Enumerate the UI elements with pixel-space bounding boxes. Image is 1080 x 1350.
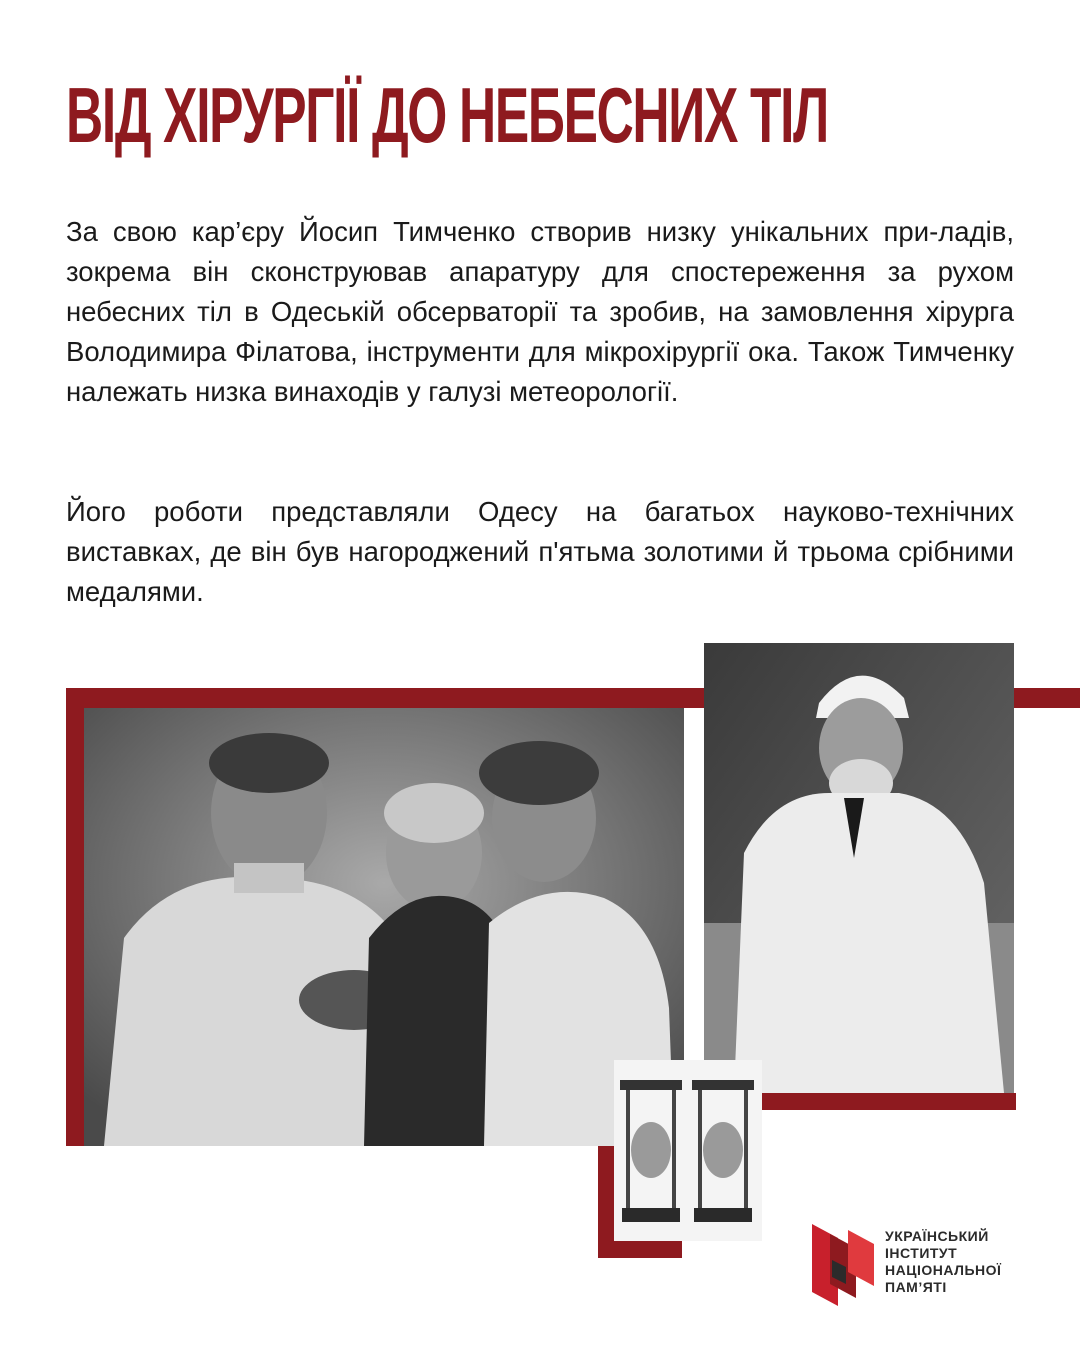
uinp-logo-icon <box>812 1224 874 1306</box>
logo-line-4: ПАМ’ЯТІ <box>885 1279 947 1295</box>
frame-left-bar <box>66 688 84 1146</box>
uinp-logo <box>812 1224 874 1306</box>
paragraph-2: Його роботи представляли Одесу на багатьох науково-технічних виставках, де він був нагороджений п'ятьма золотими й трьома срібними медалями. <box>66 496 1014 607</box>
family-photo <box>84 708 684 1146</box>
logo-line-2: ІНСТИТУТ <box>885 1245 958 1261</box>
uinp-logo-text <box>885 1228 1001 1296</box>
paragraph-1: За свою кар’єру Йосип Тимченко створив низку унікальних при-ладів, зокрема він сконструював апаратуру для спостереження за рухом небесних тіл в Одеській обсерваторії та зробив, на замовлення хірурга Володимира Філатова, інструменти для мікрохірургії ока. Також Тимченку належать низка винаходів у галузі метеорології. <box>66 216 1014 407</box>
logo-line-3: НАЦІОНАЛЬНОЇ <box>885 1262 1002 1278</box>
filatov-portrait <box>704 643 1014 1093</box>
page-title: ВІД ХІРУРГІЇ ДО НЕБЕСНИХ ТІЛ <box>66 71 828 159</box>
frame-bottom-right-bar <box>762 1093 1016 1110</box>
instruments-photo <box>614 1060 762 1241</box>
logo-line-1: УКРАЇНСЬКИЙ <box>885 1228 989 1244</box>
frame-instruments-bottom <box>598 1241 682 1258</box>
